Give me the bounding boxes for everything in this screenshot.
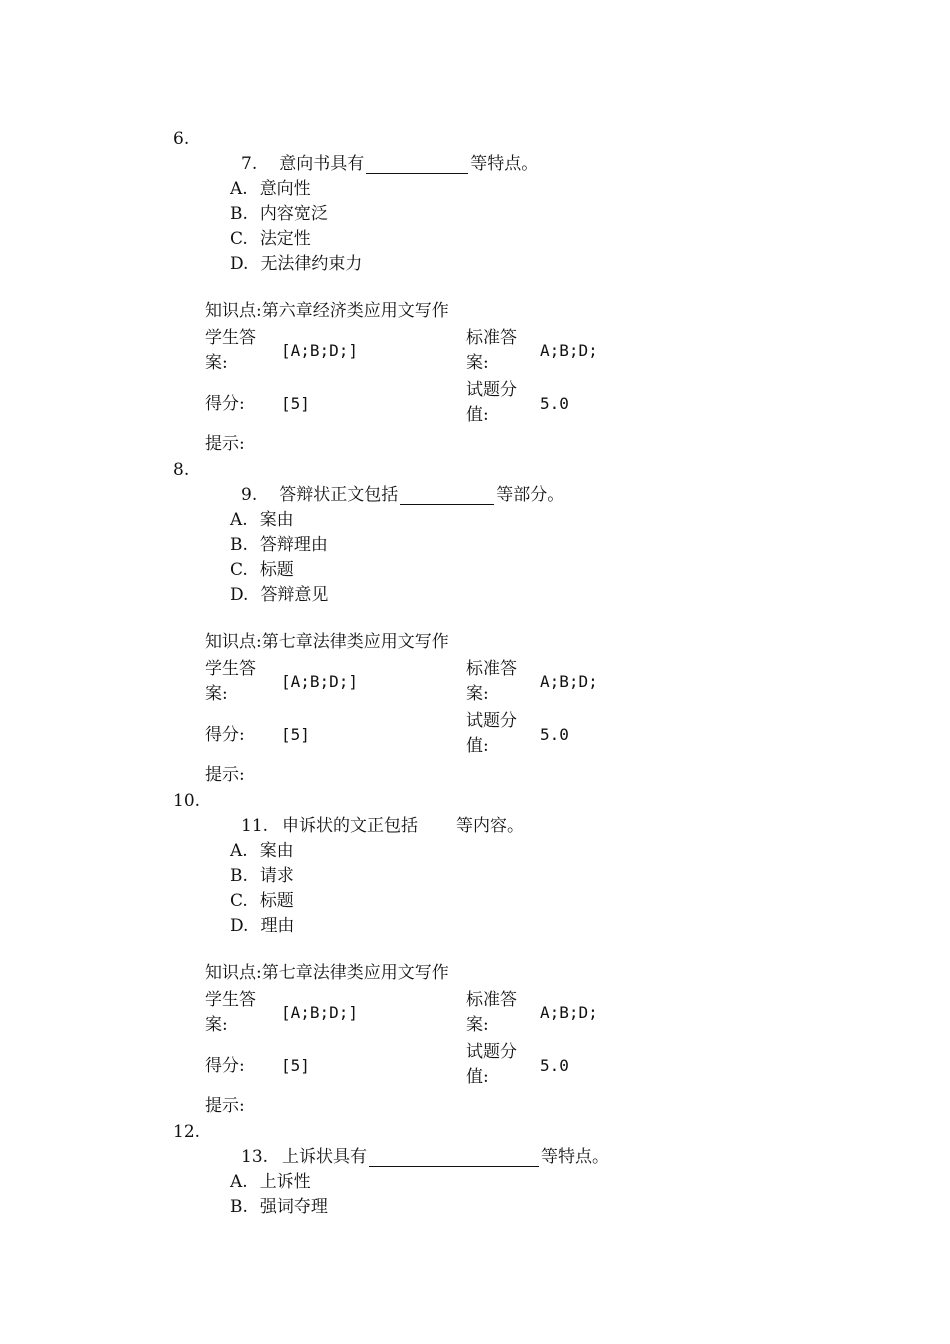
option-b — [230, 868, 294, 885]
option-letter: B. — [230, 1197, 248, 1217]
score-value: [5] — [281, 1056, 310, 1075]
option-text: 意向性 — [259, 179, 311, 199]
option-c — [230, 893, 294, 910]
option-c — [230, 562, 294, 579]
outer-number: 10. — [173, 791, 201, 811]
option-letter: B. — [230, 535, 248, 555]
knowledge-value: 第七章法律类应用文写作 — [261, 632, 449, 652]
option-d — [230, 918, 294, 935]
answer-blank — [400, 487, 494, 505]
option-c — [230, 231, 311, 248]
stem-text: 意向书具有 — [279, 154, 365, 174]
hint-label: 提示: — [205, 1096, 245, 1116]
option-a — [230, 1174, 311, 1191]
stem-text: 答辩状正文包括 — [279, 485, 399, 505]
option-b — [230, 537, 328, 554]
stem-text: 等内容。 — [456, 816, 525, 836]
standard-answer-value: A;B;D; — [540, 672, 598, 691]
question-score-value: 5.0 — [540, 725, 569, 744]
option-text: 法定性 — [259, 229, 311, 249]
outer-number: 12. — [173, 1122, 201, 1142]
option-letter: B. — [230, 866, 248, 886]
knowledge-point — [205, 965, 449, 982]
hint-label: 提示: — [205, 765, 245, 785]
knowledge-value: 第六章经济类应用文写作 — [261, 301, 449, 321]
stem-text: 上诉状具有 — [282, 1147, 368, 1167]
student-answer-label: 学生答案: — [205, 659, 256, 704]
option-letter: C. — [230, 891, 248, 911]
standard-answer-value: A;B;D; — [540, 341, 598, 360]
student-answer-label: 学生答案: — [205, 990, 256, 1035]
question-score-label: 试题分值: — [466, 380, 517, 425]
score-label: 得分: — [205, 1056, 245, 1076]
option-text: 上诉性 — [259, 1172, 311, 1192]
student-answer-value: [A;B;D;] — [281, 1003, 359, 1022]
question-number: 13. — [241, 1147, 269, 1167]
student-answer-label: 学生答案: — [205, 328, 256, 373]
option-b — [230, 206, 328, 223]
standard-answer-label: 标准答案: — [466, 659, 517, 704]
stem-text: 等特点。 — [470, 154, 539, 174]
standard-answer-value: A;B;D; — [540, 1003, 598, 1022]
knowledge-label: 知识点: — [205, 963, 262, 983]
standard-answer-label: 标准答案: — [466, 990, 517, 1035]
option-text: 无法律约束力 — [260, 254, 363, 274]
hint-label: 提示: — [205, 434, 245, 454]
option-text: 案由 — [259, 510, 294, 530]
knowledge-label: 知识点: — [205, 632, 262, 652]
score-label: 得分: — [205, 725, 245, 745]
option-text: 标题 — [259, 560, 294, 580]
question-score-value: 5.0 — [540, 394, 569, 413]
score-value: [5] — [281, 725, 310, 744]
outer-number: 6. — [173, 129, 190, 149]
option-letter: D. — [230, 254, 249, 274]
question-score-label: 试题分值: — [466, 1042, 517, 1087]
question-number: 9. — [241, 485, 258, 505]
option-text: 案由 — [259, 841, 294, 861]
option-a — [230, 843, 294, 860]
question-stem — [241, 818, 524, 835]
option-letter: A. — [230, 841, 248, 861]
outer-number: 8. — [173, 460, 190, 480]
stem-text: 申诉状的文正包括 — [282, 816, 419, 836]
question-stem — [241, 156, 538, 174]
knowledge-point — [205, 303, 449, 320]
student-answer-value: [A;B;D;] — [281, 672, 359, 691]
option-text: 内容宽泛 — [259, 204, 328, 224]
option-letter: A. — [230, 1172, 248, 1192]
option-b — [230, 1199, 328, 1216]
question-number: 11. — [241, 816, 269, 836]
stem-text: 等特点。 — [541, 1147, 610, 1167]
question-score-label: 试题分值: — [466, 711, 517, 756]
knowledge-value: 第七章法律类应用文写作 — [261, 963, 449, 983]
option-text: 强词夺理 — [259, 1197, 328, 1217]
option-text: 理由 — [260, 916, 295, 936]
option-letter: C. — [230, 560, 248, 580]
answer-blank — [369, 1149, 539, 1167]
option-letter: D. — [230, 585, 249, 605]
knowledge-label: 知识点: — [205, 301, 262, 321]
option-text: 答辩意见 — [260, 585, 329, 605]
question-score-value: 5.0 — [540, 1056, 569, 1075]
score-label: 得分: — [205, 394, 245, 414]
score-value: [5] — [281, 394, 310, 413]
option-text: 请求 — [259, 866, 294, 886]
option-letter: A. — [230, 179, 248, 199]
answer-blank — [366, 156, 468, 174]
standard-answer-label: 标准答案: — [466, 328, 517, 373]
option-text: 答辩理由 — [259, 535, 328, 555]
option-letter: A. — [230, 510, 248, 530]
option-d — [230, 256, 362, 273]
knowledge-point — [205, 634, 449, 651]
option-a — [230, 181, 311, 198]
option-letter: C. — [230, 229, 248, 249]
option-letter: D. — [230, 916, 249, 936]
option-text: 标题 — [259, 891, 294, 911]
option-d — [230, 587, 328, 604]
option-letter: B. — [230, 204, 248, 224]
option-a — [230, 512, 294, 529]
stem-text: 等部分。 — [496, 485, 565, 505]
question-stem — [241, 1149, 609, 1167]
question-number: 7. — [241, 154, 258, 174]
student-answer-value: [A;B;D;] — [281, 341, 359, 360]
question-stem — [241, 487, 564, 505]
